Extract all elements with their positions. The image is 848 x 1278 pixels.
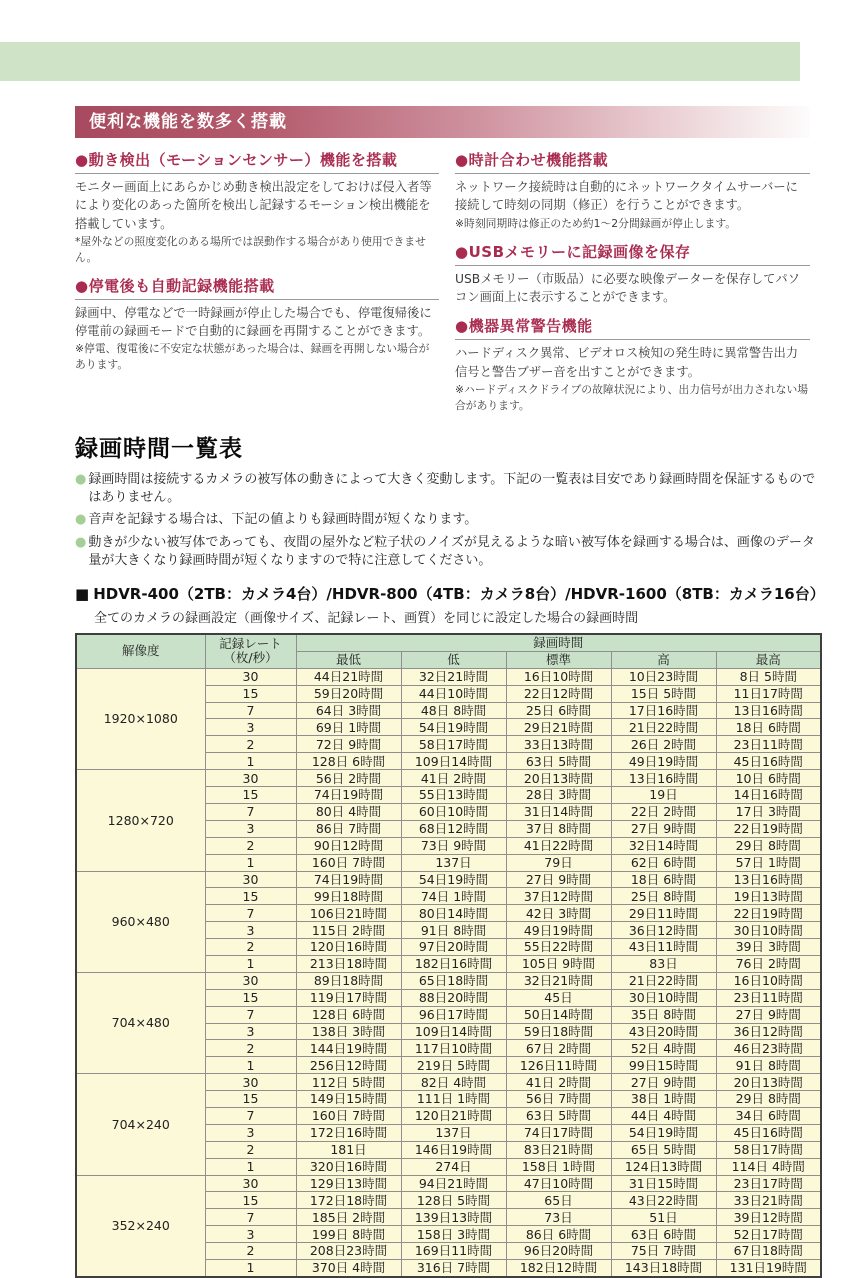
time-cell: 36日12時間 (716, 1023, 821, 1040)
resolution-cell: 1280×720 (76, 770, 205, 871)
time-cell: 57日 1時間 (716, 854, 821, 871)
time-cell: 160日 7時間 (296, 854, 401, 871)
time-cell: 370日 4時間 (296, 1259, 401, 1276)
header-quality-lowest: 最低 (296, 651, 401, 668)
rate-cell: 1 (205, 1057, 296, 1074)
time-cell: 137日 (401, 1124, 506, 1141)
note-item (75, 511, 818, 529)
time-cell: 25日 8時間 (611, 888, 716, 905)
rate-cell: 30 (205, 1074, 296, 1091)
time-cell: 172日16時間 (296, 1124, 401, 1141)
header-quality-highest: 最高 (716, 651, 821, 668)
rate-cell: 15 (205, 787, 296, 804)
time-cell: 29日 8時間 (716, 1091, 821, 1108)
model-heading (75, 583, 825, 604)
time-cell: 158日 1時間 (506, 1158, 611, 1175)
time-cell: 37日 8時間 (506, 820, 611, 837)
rate-cell: 7 (205, 905, 296, 922)
time-cell: 18日 6時間 (611, 871, 716, 888)
recording-table-body (76, 668, 821, 1277)
time-cell: 86日 6時間 (506, 1226, 611, 1243)
resolution-cell: 960×480 (76, 871, 205, 972)
time-cell: 320日16時間 (296, 1158, 401, 1175)
time-cell: 89日18時間 (296, 972, 401, 989)
time-cell: 67日18時間 (716, 1243, 821, 1260)
features-right-column (455, 140, 810, 414)
note-item (75, 534, 818, 571)
time-cell: 22日19時間 (716, 820, 821, 837)
time-cell: 21日22時間 (611, 972, 716, 989)
bullet-icon: ● (455, 242, 469, 261)
time-cell: 30日10時間 (611, 989, 716, 1006)
time-cell: 115日 2時間 (296, 922, 401, 939)
feature-clock-sync (455, 149, 810, 232)
time-cell: 112日 5時間 (296, 1074, 401, 1091)
time-cell: 35日 8時間 (611, 1006, 716, 1023)
time-cell: 27日 9時間 (611, 1074, 716, 1091)
header-rate-line2: （枚/秒） (223, 650, 278, 666)
time-cell: 29日 8時間 (716, 837, 821, 854)
time-cell: 27日 9時間 (506, 871, 611, 888)
rate-cell: 30 (205, 871, 296, 888)
time-cell: 30日10時間 (716, 922, 821, 939)
top-green-band (0, 42, 800, 81)
time-cell: 27日 9時間 (611, 820, 716, 837)
green-bullet-icon: ● (75, 512, 87, 528)
table-row (76, 668, 821, 685)
rate-cell: 30 (205, 770, 296, 787)
time-cell: 69日 1時間 (296, 719, 401, 736)
rate-cell: 3 (205, 1226, 296, 1243)
note-text: 動きが少ない被写体であっても、夜間の屋外など粒子状のノイズが見えるような暗い被写体を録画する場合は、画像のデータ量が大きくなり録画時間が短くなりますので特に注意してください。 (88, 534, 815, 569)
time-cell: 36日12時間 (611, 922, 716, 939)
time-cell: 91日 8時間 (716, 1057, 821, 1074)
time-cell: 47日10時間 (506, 1175, 611, 1192)
time-cell: 52日17時間 (716, 1226, 821, 1243)
time-cell: 99日18時間 (296, 888, 401, 905)
time-cell: 160日 7時間 (296, 1107, 401, 1124)
time-cell: 18日 6時間 (716, 719, 821, 736)
time-cell: 72日 9時間 (296, 736, 401, 753)
rate-cell: 1 (205, 753, 296, 770)
time-cell: 37日12時間 (506, 888, 611, 905)
feature-abnormal-warning (455, 315, 810, 413)
note-item (75, 471, 818, 508)
time-cell: 172日18時間 (296, 1192, 401, 1209)
time-cell: 13日16時間 (611, 770, 716, 787)
time-cell: 94日21時間 (401, 1175, 506, 1192)
time-cell: 55日13時間 (401, 787, 506, 804)
time-cell: 22日12時間 (506, 685, 611, 702)
time-cell: 10日23時間 (611, 668, 716, 685)
time-cell: 137日 (401, 854, 506, 871)
time-cell: 44日10時間 (401, 685, 506, 702)
time-cell: 50日14時間 (506, 1006, 611, 1023)
recording-section-title: 録画時間一覧表 (75, 435, 243, 462)
header-quality-standard: 標準 (506, 651, 611, 668)
rate-cell: 7 (205, 1006, 296, 1023)
time-cell: 25日 6時間 (506, 702, 611, 719)
time-cell: 60日10時間 (401, 803, 506, 820)
rate-cell: 7 (205, 1209, 296, 1226)
time-cell: 32日21時間 (506, 972, 611, 989)
time-cell: 52日 4時間 (611, 1040, 716, 1057)
time-cell: 128日 6時間 (296, 753, 401, 770)
time-cell: 256日12時間 (296, 1057, 401, 1074)
model-heading-text: HDVR-400（2TB：カメラ4台）/HDVR-800（4TB：カメラ8台）/HDVR-1600（8TB：カメラ16台） (93, 584, 825, 603)
features-section-header (75, 106, 810, 138)
time-cell: 33日13時間 (506, 736, 611, 753)
rate-cell: 3 (205, 1023, 296, 1040)
time-cell: 199日 8時間 (296, 1226, 401, 1243)
time-cell: 45日 (506, 989, 611, 1006)
time-cell: 19日 (611, 787, 716, 804)
feature-title-text: 時計合わせ機能搭載 (468, 151, 609, 169)
note-text: 音声を記録する場合は、下記の値よりも録画時間が短くなります。 (88, 512, 478, 528)
header-recording-time: 録画時間 (296, 634, 821, 652)
features-columns (75, 140, 818, 414)
rate-cell: 1 (205, 1158, 296, 1175)
rate-cell: 2 (205, 1141, 296, 1158)
rate-cell: 2 (205, 1040, 296, 1057)
header-quality-high: 高 (611, 651, 716, 668)
time-cell: 109日14時間 (401, 753, 506, 770)
rate-cell: 2 (205, 1243, 296, 1260)
feature-title (455, 241, 810, 266)
time-cell: 169日11時間 (401, 1243, 506, 1260)
time-cell: 96日20時間 (506, 1243, 611, 1260)
time-cell: 14日16時間 (716, 787, 821, 804)
time-cell: 29日21時間 (506, 719, 611, 736)
feature-motion-detect (75, 149, 439, 266)
time-cell: 58日17時間 (716, 1141, 821, 1158)
time-cell: 74日19時間 (296, 787, 401, 804)
rate-cell: 2 (205, 736, 296, 753)
time-cell: 20日13時間 (716, 1074, 821, 1091)
features-section-title: 便利な機能を数多く搭載 (89, 112, 287, 132)
time-cell: 64日 3時間 (296, 702, 401, 719)
feature-note: ※ハードディスクドライブの故障状況により、出力信号が出力されない場合があります。 (455, 383, 809, 412)
rate-cell: 15 (205, 1091, 296, 1108)
feature-title-text: 動き検出（モーションセンサー）機能を搭載 (88, 151, 398, 169)
time-cell: 55日22時間 (506, 939, 611, 956)
time-cell: 68日12時間 (401, 820, 506, 837)
time-cell: 58日17時間 (401, 736, 506, 753)
feature-note: *屋外などの照度変化のある場所では誤動作する場合があり使用できません。 (75, 235, 426, 264)
time-cell: 63日 6時間 (611, 1226, 716, 1243)
time-cell: 16日10時間 (716, 972, 821, 989)
time-cell: 26日 2時間 (611, 736, 716, 753)
time-cell: 21日22時間 (611, 719, 716, 736)
bullet-icon: ● (455, 151, 469, 169)
recording-time-table (75, 633, 822, 1278)
time-cell: 74日 1時間 (401, 888, 506, 905)
table-row (76, 871, 821, 888)
feature-title (75, 149, 439, 174)
time-cell: 65日18時間 (401, 972, 506, 989)
time-cell: 34日 6時間 (716, 1107, 821, 1124)
time-cell: 138日 3時間 (296, 1023, 401, 1040)
time-cell: 45日16時間 (716, 753, 821, 770)
time-cell: 31日15時間 (611, 1175, 716, 1192)
time-cell: 96日17時間 (401, 1006, 506, 1023)
time-cell: 59日18時間 (506, 1023, 611, 1040)
time-cell: 120日16時間 (296, 939, 401, 956)
time-cell: 208日23時間 (296, 1243, 401, 1260)
time-cell: 65日 5時間 (611, 1141, 716, 1158)
features-left-column (75, 140, 439, 414)
time-cell: 56日 2時間 (296, 770, 401, 787)
time-cell: 120日21時間 (401, 1107, 506, 1124)
table-row (76, 972, 821, 989)
time-cell: 56日 7時間 (506, 1091, 611, 1108)
feature-body: ハードディスク異常、ビデオロス検知の発生時に異常警告出力信号と警告ブザー音を出すことができます。 (455, 346, 799, 379)
bullet-icon: ● (455, 317, 469, 336)
table-header (76, 634, 821, 669)
time-cell: 75日 7時間 (611, 1243, 716, 1260)
time-cell: 23日11時間 (716, 736, 821, 753)
time-cell: 44日 4時間 (611, 1107, 716, 1124)
time-cell: 29日11時間 (611, 905, 716, 922)
time-cell: 28日 3時間 (506, 787, 611, 804)
time-cell: 41日 2時間 (401, 770, 506, 787)
time-cell: 119日17時間 (296, 989, 401, 1006)
time-cell: 13日16時間 (716, 871, 821, 888)
time-cell: 54日19時間 (401, 871, 506, 888)
rate-cell: 30 (205, 972, 296, 989)
time-cell: 46日23時間 (716, 1040, 821, 1057)
time-cell: 43日22時間 (611, 1192, 716, 1209)
time-cell: 106日21時間 (296, 905, 401, 922)
time-cell: 27日 9時間 (716, 1006, 821, 1023)
feature-auto-record-after-outage (75, 275, 439, 373)
rate-cell: 15 (205, 1192, 296, 1209)
time-cell: 33日21時間 (716, 1192, 821, 1209)
time-cell: 15日 5時間 (611, 685, 716, 702)
time-cell: 49日19時間 (611, 753, 716, 770)
time-cell: 22日 2時間 (611, 803, 716, 820)
time-cell: 67日 2時間 (506, 1040, 611, 1057)
time-cell: 114日 4時間 (716, 1158, 821, 1175)
rate-cell: 3 (205, 820, 296, 837)
time-cell: 54日19時間 (611, 1124, 716, 1141)
model-subheading: 全てのカメラの録画設定（画像サイズ、記録レート、画質）を同じに設定した場合の録画時間 (94, 610, 639, 626)
time-cell: 213日18時間 (296, 955, 401, 972)
time-cell: 181日 (296, 1141, 401, 1158)
time-cell: 219日 5時間 (401, 1057, 506, 1074)
time-cell: 105日 9時間 (506, 955, 611, 972)
time-cell: 63日 5時間 (506, 1107, 611, 1124)
time-cell: 73日 9時間 (401, 837, 506, 854)
rate-cell: 7 (205, 702, 296, 719)
time-cell: 144日19時間 (296, 1040, 401, 1057)
time-cell: 143日18時間 (611, 1259, 716, 1276)
time-cell: 11日17時間 (716, 685, 821, 702)
time-cell: 38日 1時間 (611, 1091, 716, 1108)
resolution-cell: 1920×1080 (76, 668, 205, 769)
rate-cell: 7 (205, 1107, 296, 1124)
time-cell: 41日 2時間 (506, 1074, 611, 1091)
time-cell: 82日 4時間 (401, 1074, 506, 1091)
time-cell: 158日 3時間 (401, 1226, 506, 1243)
time-cell: 74日17時間 (506, 1124, 611, 1141)
resolution-cell: 704×240 (76, 1074, 205, 1175)
rate-cell: 3 (205, 1124, 296, 1141)
time-cell: 80日14時間 (401, 905, 506, 922)
time-cell: 97日20時間 (401, 939, 506, 956)
time-cell: 83日 (611, 955, 716, 972)
time-cell: 86日 7時間 (296, 820, 401, 837)
feature-body: USBメモリー（市販品）に必要な映像データーを保存してパソコン画面上に表示することができます。 (455, 271, 800, 304)
time-cell: 65日 (506, 1192, 611, 1209)
square-bullet-icon: ■ (75, 584, 90, 603)
feature-title-text: 停電後も自動記録機能搭載 (88, 276, 275, 295)
time-cell: 10日 6時間 (716, 770, 821, 787)
rate-cell: 3 (205, 922, 296, 939)
note-text: 録画時間は接続するカメラの被写体の動きによって大きく変動します。下記の一覧表は目安であり録画時間を保証するものではありません。 (88, 471, 816, 505)
table-row (76, 770, 821, 787)
time-cell: 43日20時間 (611, 1023, 716, 1040)
time-cell: 129日13時間 (296, 1175, 401, 1192)
rate-cell: 7 (205, 803, 296, 820)
rate-cell: 1 (205, 854, 296, 871)
time-cell: 274日 (401, 1158, 506, 1175)
time-cell: 20日13時間 (506, 770, 611, 787)
rate-cell: 2 (205, 837, 296, 854)
time-cell: 111日 1時間 (401, 1091, 506, 1108)
feature-note: ※停電、復電後に不安定な状態があった場合は、録画を再開しない場合があります。 (75, 342, 430, 372)
table-header-row-1 (76, 634, 821, 652)
time-cell: 32日21時間 (401, 668, 506, 685)
header-quality-low: 低 (401, 651, 506, 668)
time-cell: 16日10時間 (506, 668, 611, 685)
time-cell: 131日19時間 (716, 1259, 821, 1276)
time-cell: 316日 7時間 (401, 1259, 506, 1276)
time-cell: 90日12時間 (296, 837, 401, 854)
time-cell: 128日 6時間 (296, 1006, 401, 1023)
time-cell: 13日16時間 (716, 702, 821, 719)
time-cell: 185日 2時間 (296, 1209, 401, 1226)
time-cell: 49日19時間 (506, 922, 611, 939)
header-rate (205, 634, 296, 669)
time-cell: 51日 (611, 1209, 716, 1226)
time-cell: 149日15時間 (296, 1091, 401, 1108)
time-cell: 8日 5時間 (716, 668, 821, 685)
time-cell: 91日 8時間 (401, 922, 506, 939)
time-cell: 146日19時間 (401, 1141, 506, 1158)
feature-title-text: USBメモリーに記録画像を保存 (468, 242, 691, 261)
time-cell: 59日20時間 (296, 685, 401, 702)
feature-title (75, 275, 439, 300)
time-cell: 182日12時間 (506, 1259, 611, 1276)
time-cell: 19日13時間 (716, 888, 821, 905)
feature-title (455, 315, 810, 340)
time-cell: 124日13時間 (611, 1158, 716, 1175)
rate-cell: 15 (205, 888, 296, 905)
time-cell: 17日 3時間 (716, 803, 821, 820)
resolution-cell: 704×480 (76, 972, 205, 1073)
time-cell: 76日 2時間 (716, 955, 821, 972)
time-cell: 39日 3時間 (716, 939, 821, 956)
time-cell: 48日 8時間 (401, 702, 506, 719)
rate-cell: 2 (205, 939, 296, 956)
rate-cell: 3 (205, 719, 296, 736)
time-cell: 117日10時間 (401, 1040, 506, 1057)
feature-note: ※時刻同期時は修正のため約1～2分間録画が停止します。 (455, 216, 737, 230)
green-bullet-icon: ● (75, 534, 87, 550)
time-cell: 32日14時間 (611, 837, 716, 854)
time-cell: 22日19時間 (716, 905, 821, 922)
feature-body: 録画中、停電などで一時録画が停止した場合でも、停電復帰後に停電前の録画モードで自動的に録画を再開することができます。 (75, 305, 432, 339)
time-cell: 45日16時間 (716, 1124, 821, 1141)
feature-usb-save (455, 241, 810, 307)
rate-cell: 15 (205, 989, 296, 1006)
time-cell: 43日11時間 (611, 939, 716, 956)
time-cell: 99日15時間 (611, 1057, 716, 1074)
time-cell: 23日17時間 (716, 1175, 821, 1192)
feature-body: モニター画面上にあらかじめ動き検出設定をしておけば侵入者等により変化のあった箇所を検出し記録するモーション検出機能を搭載しています。 (75, 180, 432, 231)
time-cell: 73日 (506, 1209, 611, 1226)
time-cell: 139日13時間 (401, 1209, 506, 1226)
time-cell: 17日16時間 (611, 702, 716, 719)
bullet-icon: ● (75, 276, 89, 295)
rate-cell: 15 (205, 685, 296, 702)
rate-cell: 30 (205, 668, 296, 685)
time-cell: 88日20時間 (401, 989, 506, 1006)
time-cell: 126日11時間 (506, 1057, 611, 1074)
recording-notes-list (75, 471, 818, 571)
table-row (76, 1175, 821, 1192)
time-cell: 109日14時間 (401, 1023, 506, 1040)
time-cell: 44日21時間 (296, 668, 401, 685)
rate-cell: 1 (205, 1259, 296, 1276)
time-cell: 62日 6時間 (611, 854, 716, 871)
header-resolution: 解像度 (76, 634, 205, 669)
green-bullet-icon: ● (75, 471, 87, 487)
time-cell: 79日 (506, 854, 611, 871)
time-cell: 54日19時間 (401, 719, 506, 736)
time-cell: 23日11時間 (716, 989, 821, 1006)
time-cell: 83日21時間 (506, 1141, 611, 1158)
header-rate-line1: 記録レート (219, 635, 282, 651)
time-cell: 63日 5時間 (506, 753, 611, 770)
time-cell: 182日16時間 (401, 955, 506, 972)
feature-title (455, 149, 810, 174)
time-cell: 128日 5時間 (401, 1192, 506, 1209)
time-cell: 39日12時間 (716, 1209, 821, 1226)
bullet-icon: ● (75, 151, 89, 169)
time-cell: 31日14時間 (506, 803, 611, 820)
table-row (76, 1074, 821, 1091)
feature-body: ネットワーク接続時は自動的にネットワークタイムサーバーに接続して時刻の同期（修正）を行うことができます。 (455, 180, 798, 213)
time-cell: 41日22時間 (506, 837, 611, 854)
time-cell: 80日 4時間 (296, 803, 401, 820)
page-content (75, 106, 825, 1278)
rate-cell: 30 (205, 1175, 296, 1192)
time-cell: 42日 3時間 (506, 905, 611, 922)
resolution-cell: 352×240 (76, 1175, 205, 1277)
feature-title-text: 機器異常警告機能 (468, 317, 593, 336)
rate-cell: 1 (205, 955, 296, 972)
time-cell: 74日19時間 (296, 871, 401, 888)
